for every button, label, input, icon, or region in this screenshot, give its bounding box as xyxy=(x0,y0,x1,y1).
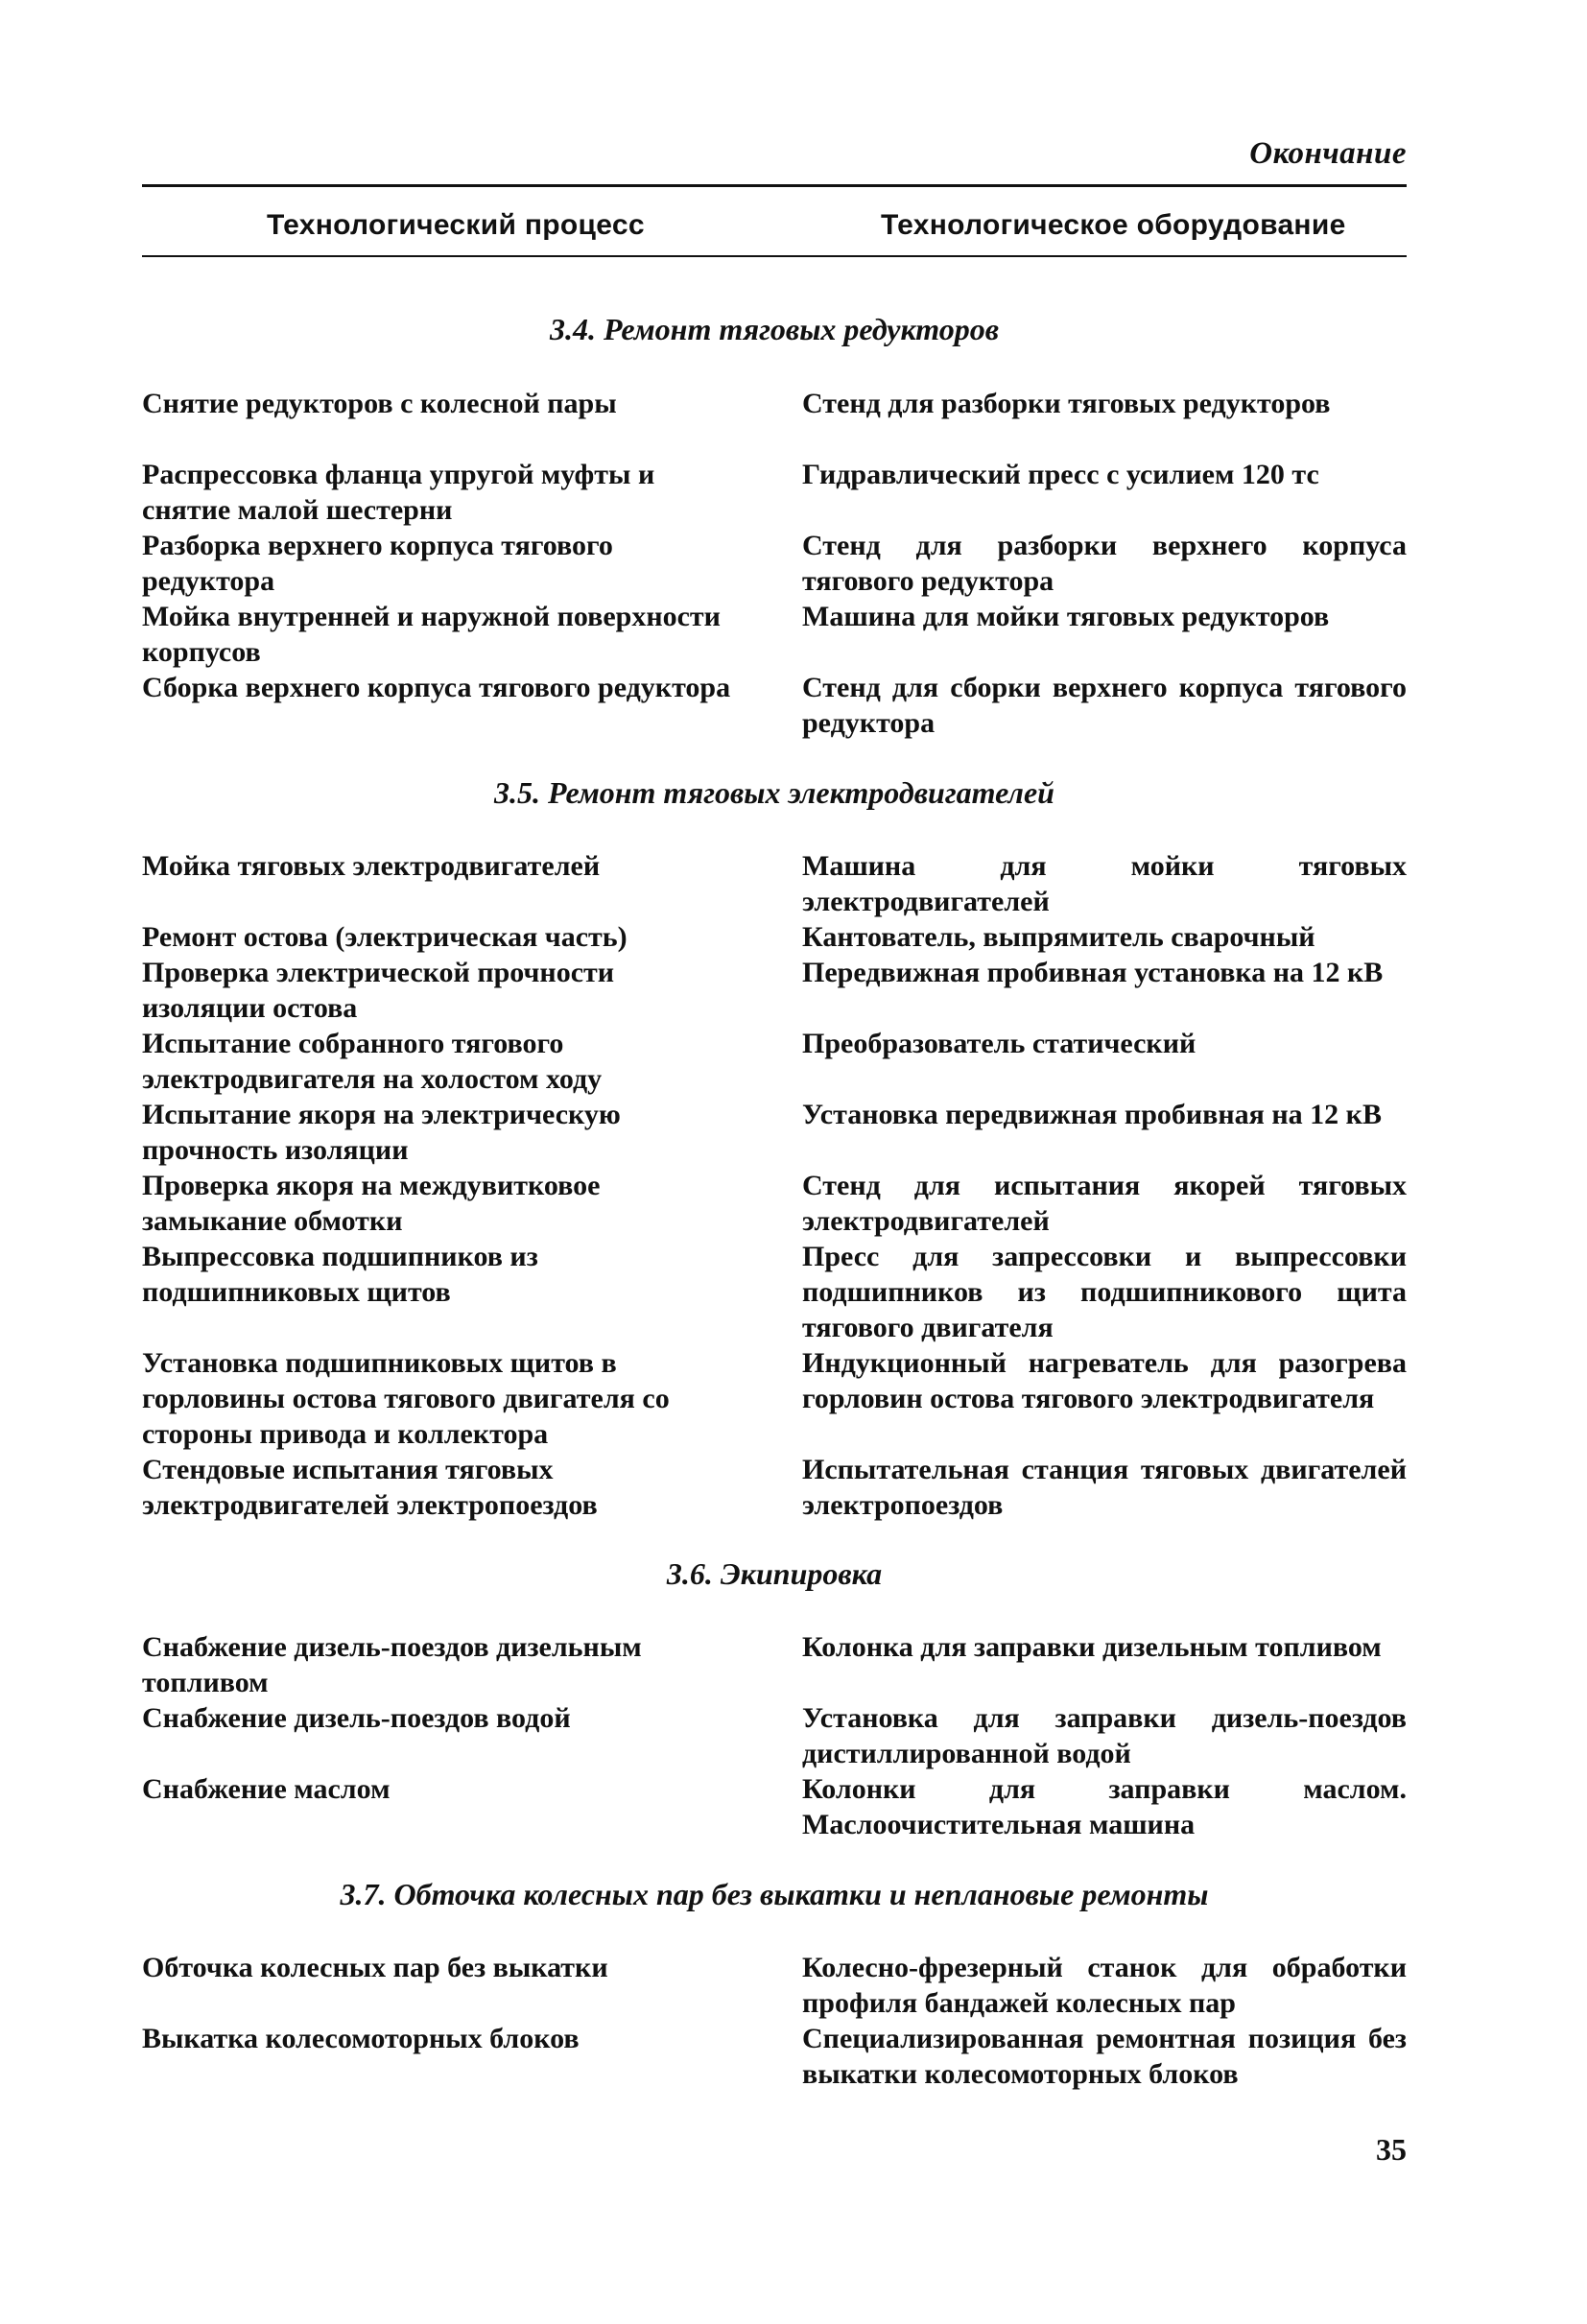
equipment-cell: Специализированная ремонтная позиция без выкатки колесомоторных блоков xyxy=(802,2023,1407,2090)
equipment-cell: Пресс для запрессовки и выпрессовки подшипников из подшипникового щита тягового двигателя xyxy=(802,1241,1407,1343)
equipment-cell: Колонки для заправки маслом. Маслоочистительная машина xyxy=(802,1773,1407,1840)
process-cell: Ремонт остова (электрическая часть) xyxy=(142,921,628,953)
process-cell: Снабжение дизель-поездов водой xyxy=(142,1702,571,1734)
process-cell: Выкатка колесомоторных блоков xyxy=(142,2023,580,2054)
equipment-cell: Стенд для разборки верхнего корпуса тягового редуктора xyxy=(802,530,1407,597)
process-cell: Снятие редукторов с колесной пары xyxy=(142,388,617,419)
equipment-cell: Стенд для испытания якорей тяговых электродвигателей xyxy=(802,1170,1407,1237)
process-cell: Стендовые испытания тяговых электродвигателей электропоездов xyxy=(142,1454,598,1521)
equipment-cell: Колонка для заправки дизельным топливом xyxy=(802,1631,1382,1663)
process-cell: Испытание якоря на электрическую прочность изоляции xyxy=(142,1099,621,1166)
process-cell: Мойка тяговых электродвигателей xyxy=(142,850,601,882)
process-cell: Мойка внутренней и наружной поверхности корпусов xyxy=(142,601,721,668)
equipment-cell: Кантователь, выпрямитель сварочный xyxy=(802,921,1315,953)
process-cell: Сборка верхнего корпуса тягового редуктора xyxy=(142,672,731,703)
section-title: 3.5. Ремонт тяговых электродвигателей xyxy=(494,775,1054,810)
process-cell: Разборка верхнего корпуса тягового редуктора xyxy=(142,530,613,597)
equipment-cell: Стенд для разборки тяговых редукторов xyxy=(802,388,1331,419)
header-bottom-rule xyxy=(142,255,1407,257)
continued-label: Окончание xyxy=(1249,136,1407,171)
process-cell: Распрессовка фланца упругой муфты и снятие малой шестерни xyxy=(142,459,655,526)
process-cell: Проверка якоря на междувитковое замыкание обмотки xyxy=(142,1170,601,1237)
equipment-cell: Индукционный нагреватель для разогрева горловин остова тягового электродвигателя xyxy=(802,1347,1407,1414)
equipment-cell: Передвижная пробивная установка на 12 кВ xyxy=(802,957,1384,988)
process-cell: Выпрессовка подшипников из подшипниковых щитов xyxy=(142,1241,538,1308)
section-title: 3.6. Экипировка xyxy=(666,1556,883,1591)
column-header-process: Технологический процесс xyxy=(267,209,645,241)
equipment-cell: Машина для мойки тяговых редукторов xyxy=(802,601,1330,632)
header-top-rule xyxy=(142,184,1407,187)
process-cell: Снабжение маслом xyxy=(142,1773,391,1805)
section-title: 3.7. Обточка колесных пар без выкатки и неплановые ремонты xyxy=(340,1877,1209,1911)
equipment-cell: Гидравлический пресс с усилием 120 тс xyxy=(802,459,1319,490)
process-cell: Снабжение дизель-поездов дизельным топливом xyxy=(142,1631,642,1698)
equipment-cell: Установка для заправки дизель-поездов дистиллированной водой xyxy=(802,1702,1407,1769)
process-cell: Установка подшипниковых щитов в горловины остова тягового двигателя со стороны привода и коллектора xyxy=(142,1347,670,1450)
equipment-cell: Установка передвижная пробивная на 12 кВ xyxy=(802,1099,1382,1130)
process-cell: Проверка электрической прочности изоляции остова xyxy=(142,957,615,1024)
column-header-equipment: Технологическое оборудование xyxy=(881,209,1346,241)
equipment-cell: Стенд для сборки верхнего корпуса тягового редуктора xyxy=(802,672,1407,739)
section-title: 3.4. Ремонт тяговых редукторов xyxy=(549,312,1000,346)
equipment-cell: Преобразователь статический xyxy=(802,1028,1196,1059)
process-cell: Обточка колесных пар без выкатки xyxy=(142,1952,608,1983)
equipment-cell: Испытательная станция тяговых двигателей электропоездов xyxy=(802,1454,1407,1521)
page-number: 35 xyxy=(1376,2132,1407,2167)
equipment-cell: Колесно-фрезерный станок для обработки профиля бандажей колесных пар xyxy=(802,1952,1407,2019)
equipment-cell: Машина для мойки тяговых электродвигателей xyxy=(802,850,1407,917)
process-cell: Испытание собранного тягового электродвигателя на холостом ходу xyxy=(142,1028,603,1095)
